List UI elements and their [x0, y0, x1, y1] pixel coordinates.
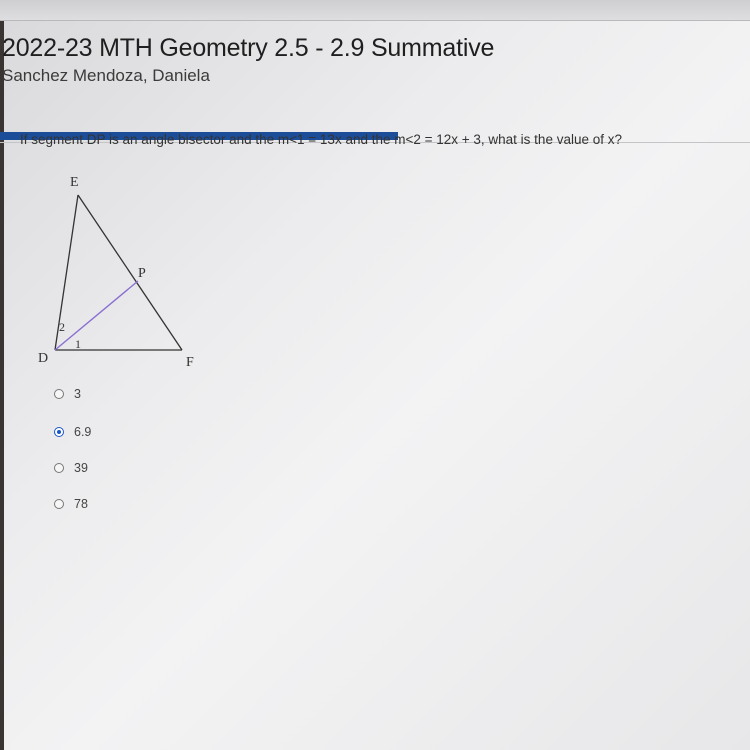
choice-label: 6.9	[74, 425, 92, 439]
toolbar-strip	[0, 0, 750, 21]
choice-option-2[interactable]	[54, 458, 88, 478]
radio-button[interactable]	[54, 389, 64, 399]
vertex-label-d: D	[38, 351, 49, 366]
choice-label: 39	[74, 461, 88, 475]
triangle-diagram	[30, 168, 230, 378]
choice-label: 3	[74, 387, 81, 401]
vertex-label-f: F	[186, 355, 194, 370]
angle-label-2: 2	[59, 320, 65, 334]
student-name: Sanchez Mendoza, Daniela	[2, 66, 210, 85]
choice-option-0[interactable]	[54, 384, 81, 404]
angle-label-1: 1	[75, 337, 81, 351]
radio-button[interactable]	[54, 463, 64, 473]
side-ef	[78, 195, 182, 350]
vertex-label-p: P	[138, 266, 146, 281]
radio-button[interactable]	[54, 499, 64, 509]
page-header	[0, 24, 750, 124]
choice-label: 78	[74, 497, 88, 511]
triangle-figure	[30, 168, 230, 378]
question-text: If segment DP is an angle bisector and the m<1 = 13x and the m<2 = 12x + 3, what is the value of x?	[20, 132, 622, 147]
choice-option-1[interactable]	[54, 422, 91, 442]
page-title: 2022-23 MTH Geometry 2.5 - 2.9 Summative	[2, 34, 495, 62]
vertex-label-e: E	[70, 175, 79, 190]
radio-button[interactable]	[54, 427, 64, 437]
bisector-dp	[55, 281, 138, 350]
choice-option-3[interactable]	[54, 494, 88, 514]
